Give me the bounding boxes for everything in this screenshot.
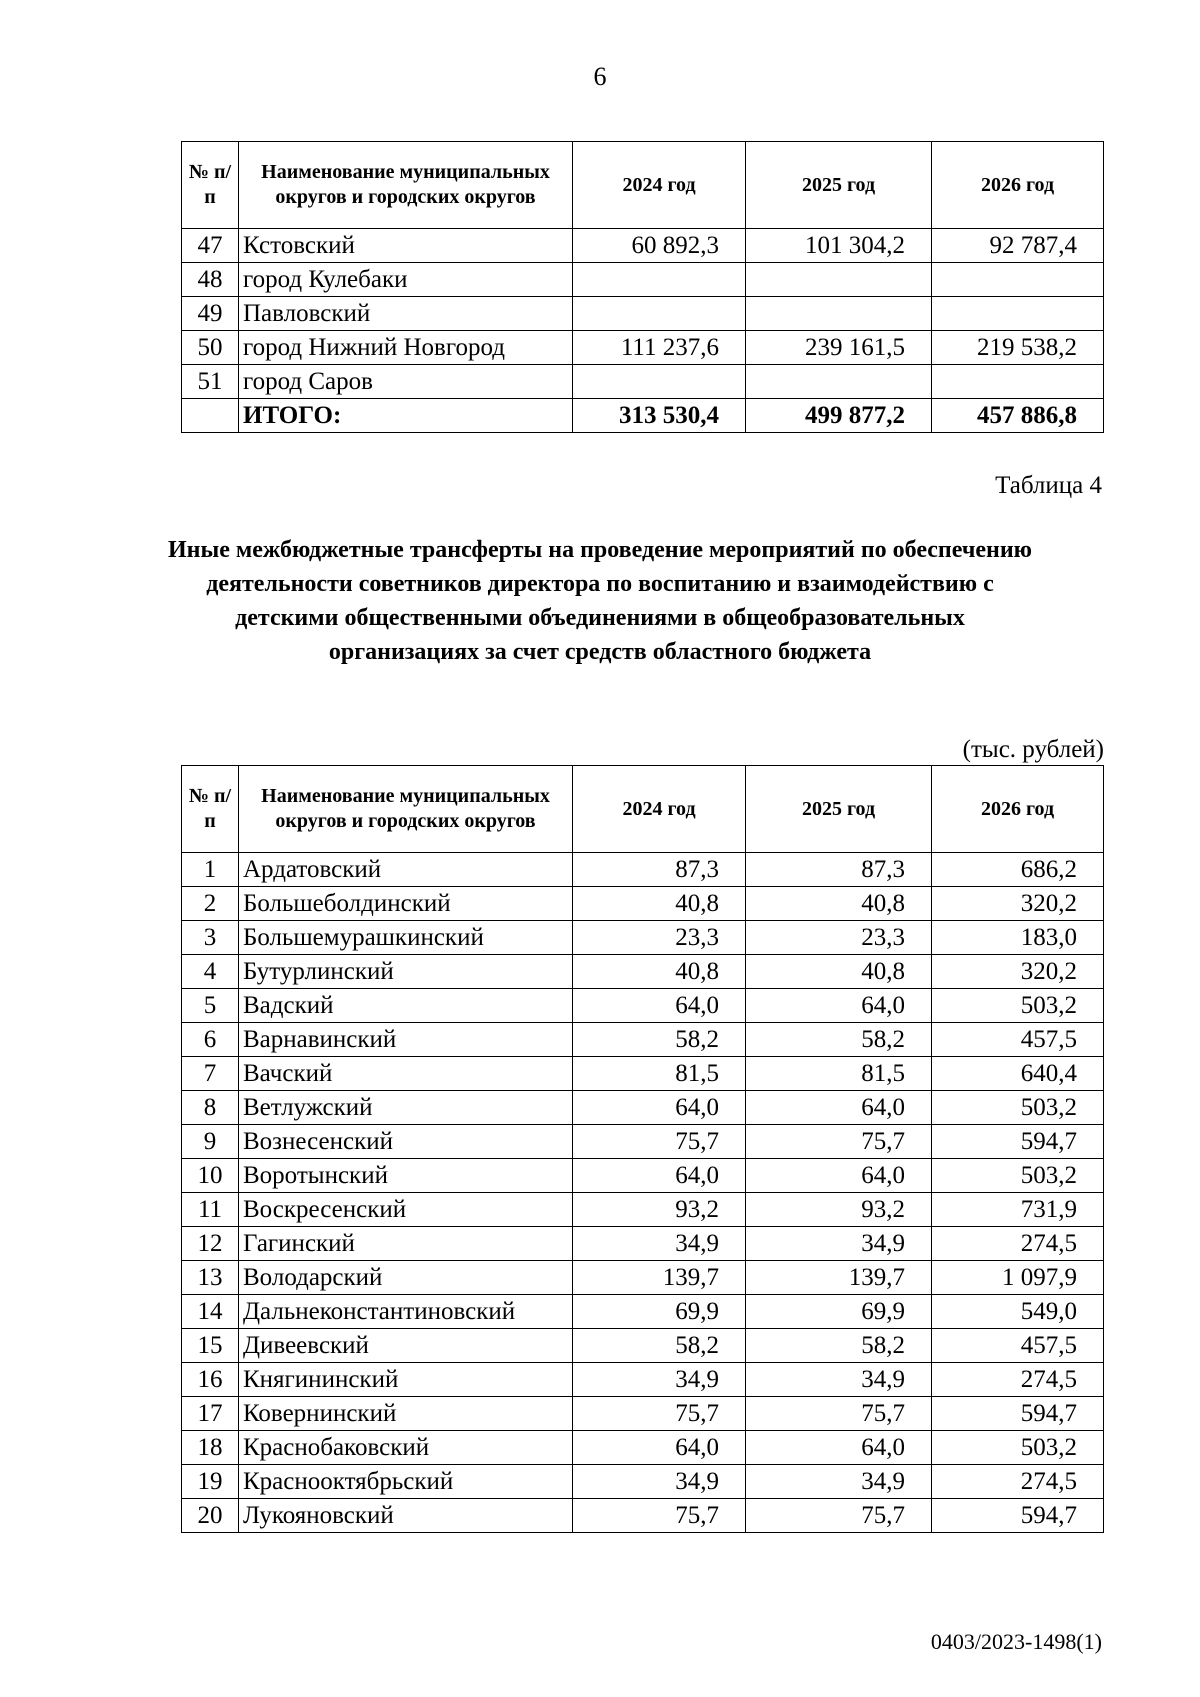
table-row bbox=[182, 989, 1104, 1023]
value-2025 bbox=[746, 297, 932, 331]
district-name: Гагинский bbox=[239, 1227, 573, 1261]
value-2025: 87,3 bbox=[746, 853, 932, 887]
table-header-row bbox=[182, 766, 1104, 853]
district-name: Бутурлинский bbox=[239, 955, 573, 989]
row-number: 9 bbox=[182, 1125, 239, 1159]
row-number: 17 bbox=[182, 1397, 239, 1431]
value-2025: 64,0 bbox=[746, 989, 932, 1023]
value-2026: 503,2 bbox=[932, 989, 1104, 1023]
value-2025: 34,9 bbox=[746, 1363, 932, 1397]
column-header-number: № п/п bbox=[182, 142, 239, 229]
district-name: Краснооктябрьский bbox=[239, 1465, 573, 1499]
district-name: Вачский bbox=[239, 1057, 573, 1091]
district-name: Лукояновский bbox=[239, 1499, 573, 1533]
value-2024: 139,7 bbox=[573, 1261, 746, 1295]
value-2024: 81,5 bbox=[573, 1057, 746, 1091]
column-header-number: № п/п bbox=[182, 766, 239, 853]
value-2024: 40,8 bbox=[573, 955, 746, 989]
value-2026: 274,5 bbox=[932, 1363, 1104, 1397]
column-header-2025: 2025 год bbox=[746, 766, 932, 853]
value-2024: 34,9 bbox=[573, 1465, 746, 1499]
value-2024: 34,9 bbox=[573, 1363, 746, 1397]
value-2024: 58,2 bbox=[573, 1023, 746, 1057]
value-2024: 75,7 bbox=[573, 1397, 746, 1431]
total-2024: 313 530,4 bbox=[573, 399, 746, 433]
value-2024: 64,0 bbox=[573, 1159, 746, 1193]
value-2025: 239 161,5 bbox=[746, 331, 932, 365]
value-2026: 686,2 bbox=[932, 853, 1104, 887]
value-2025: 75,7 bbox=[746, 1125, 932, 1159]
district-name: Ветлужский bbox=[239, 1091, 573, 1125]
table-row bbox=[182, 229, 1104, 263]
column-header-name: Наименование муниципальных округов и городских округов bbox=[239, 766, 573, 853]
value-2025 bbox=[746, 263, 932, 297]
total-2026: 457 886,8 bbox=[932, 399, 1104, 433]
district-name: Воскресенский bbox=[239, 1193, 573, 1227]
units-label: (тыс. рублей) bbox=[962, 736, 1104, 763]
advisors-transfers-table bbox=[181, 765, 1104, 1533]
table-row bbox=[182, 853, 1104, 887]
table-row bbox=[182, 1261, 1104, 1295]
district-name: Большемурашкинский bbox=[239, 921, 573, 955]
table-row bbox=[182, 1295, 1104, 1329]
district-name: Ковернинский bbox=[239, 1397, 573, 1431]
column-header-2024: 2024 год bbox=[573, 142, 746, 229]
total-row bbox=[182, 399, 1104, 433]
value-2026: 503,2 bbox=[932, 1159, 1104, 1193]
total-2025: 499 877,2 bbox=[746, 399, 932, 433]
value-2024: 60 892,3 bbox=[573, 229, 746, 263]
value-2025 bbox=[746, 365, 932, 399]
table-row bbox=[182, 921, 1104, 955]
table-row bbox=[182, 297, 1104, 331]
value-2024: 34,9 bbox=[573, 1227, 746, 1261]
table-row bbox=[182, 1193, 1104, 1227]
row-number: 11 bbox=[182, 1193, 239, 1227]
row-number: 3 bbox=[182, 921, 239, 955]
column-header-2025: 2025 год bbox=[746, 142, 932, 229]
row-number: 50 bbox=[182, 331, 239, 365]
value-2025: 81,5 bbox=[746, 1057, 932, 1091]
district-name: Воротынский bbox=[239, 1159, 573, 1193]
table-row bbox=[182, 331, 1104, 365]
table-body bbox=[182, 229, 1104, 399]
table-caption: Таблица 4 bbox=[995, 472, 1102, 499]
value-2025: 64,0 bbox=[746, 1431, 932, 1465]
value-2026: 594,7 bbox=[932, 1499, 1104, 1533]
table-row bbox=[182, 1091, 1104, 1125]
column-header-name: Наименование муниципальных округов и городских округов bbox=[239, 142, 573, 229]
row-number: 48 bbox=[182, 263, 239, 297]
value-2026 bbox=[932, 263, 1104, 297]
column-header-2026: 2026 год bbox=[932, 142, 1104, 229]
row-number: 10 bbox=[182, 1159, 239, 1193]
district-name: город Кулебаки bbox=[239, 263, 573, 297]
column-header-2024: 2024 год bbox=[573, 766, 746, 853]
row-number: 1 bbox=[182, 853, 239, 887]
row-number: 2 bbox=[182, 887, 239, 921]
value-2026: 457,5 bbox=[932, 1329, 1104, 1363]
district-name: Княгининский bbox=[239, 1363, 573, 1397]
value-2026: 320,2 bbox=[932, 955, 1104, 989]
row-number: 18 bbox=[182, 1431, 239, 1465]
district-name: город Саров bbox=[239, 365, 573, 399]
table-row bbox=[182, 365, 1104, 399]
district-name: город Нижний Новгород bbox=[239, 331, 573, 365]
column-header-2026: 2026 год bbox=[932, 766, 1104, 853]
total-label: ИТОГО: bbox=[239, 399, 573, 433]
table-row bbox=[182, 1159, 1104, 1193]
value-2024 bbox=[573, 263, 746, 297]
value-2024 bbox=[573, 365, 746, 399]
district-name: Кстовский bbox=[239, 229, 573, 263]
district-name: Володарский bbox=[239, 1261, 573, 1295]
value-2025: 93,2 bbox=[746, 1193, 932, 1227]
row-number: 19 bbox=[182, 1465, 239, 1499]
value-2025: 101 304,2 bbox=[746, 229, 932, 263]
value-2026 bbox=[932, 297, 1104, 331]
page-number: 6 bbox=[593, 62, 607, 91]
row-number: 4 bbox=[182, 955, 239, 989]
total-number-cell bbox=[182, 399, 239, 433]
district-name: Большеболдинский bbox=[239, 887, 573, 921]
row-number: 51 bbox=[182, 365, 239, 399]
value-2025: 40,8 bbox=[746, 955, 932, 989]
value-2026: 731,9 bbox=[932, 1193, 1104, 1227]
district-name: Ардатовский bbox=[239, 853, 573, 887]
value-2024: 75,7 bbox=[573, 1499, 746, 1533]
value-2026: 274,5 bbox=[932, 1465, 1104, 1499]
district-name: Вадский bbox=[239, 989, 573, 1023]
value-2026: 1 097,9 bbox=[932, 1261, 1104, 1295]
row-number: 49 bbox=[182, 297, 239, 331]
row-number: 20 bbox=[182, 1499, 239, 1533]
table-row bbox=[182, 1023, 1104, 1057]
value-2025: 64,0 bbox=[746, 1159, 932, 1193]
value-2026: 92 787,4 bbox=[932, 229, 1104, 263]
value-2025: 75,7 bbox=[746, 1499, 932, 1533]
value-2024 bbox=[573, 297, 746, 331]
value-2024: 64,0 bbox=[573, 1091, 746, 1125]
table-row bbox=[182, 1363, 1104, 1397]
table-header-row bbox=[182, 142, 1104, 229]
table-row bbox=[182, 955, 1104, 989]
value-2024: 87,3 bbox=[573, 853, 746, 887]
table-row bbox=[182, 1397, 1104, 1431]
row-number: 12 bbox=[182, 1227, 239, 1261]
row-number: 47 bbox=[182, 229, 239, 263]
table-row bbox=[182, 1431, 1104, 1465]
district-name: Вознесенский bbox=[239, 1125, 573, 1159]
value-2025: 23,3 bbox=[746, 921, 932, 955]
value-2025: 64,0 bbox=[746, 1091, 932, 1125]
table-row bbox=[182, 887, 1104, 921]
table-row bbox=[182, 1125, 1104, 1159]
value-2024: 64,0 bbox=[573, 989, 746, 1023]
district-name: Дивеевский bbox=[239, 1329, 573, 1363]
value-2025: 40,8 bbox=[746, 887, 932, 921]
value-2026: 549,0 bbox=[932, 1295, 1104, 1329]
table-row bbox=[182, 1499, 1104, 1533]
document-code: 0403/2023-1498(1) bbox=[930, 1629, 1102, 1654]
value-2026: 219 538,2 bbox=[932, 331, 1104, 365]
table-body bbox=[182, 853, 1104, 1533]
value-2026: 183,0 bbox=[932, 921, 1104, 955]
row-number: 14 bbox=[182, 1295, 239, 1329]
table-row bbox=[182, 1057, 1104, 1091]
row-number: 7 bbox=[182, 1057, 239, 1091]
value-2026: 640,4 bbox=[932, 1057, 1104, 1091]
value-2025: 34,9 bbox=[746, 1227, 932, 1261]
value-2026: 457,5 bbox=[932, 1023, 1104, 1057]
value-2024: 75,7 bbox=[573, 1125, 746, 1159]
district-name: Павловский bbox=[239, 297, 573, 331]
transfers-table-continued bbox=[181, 141, 1104, 433]
district-name: Дальнеконстантиновский bbox=[239, 1295, 573, 1329]
value-2025: 139,7 bbox=[746, 1261, 932, 1295]
value-2025: 75,7 bbox=[746, 1397, 932, 1431]
value-2026: 274,5 bbox=[932, 1227, 1104, 1261]
value-2026 bbox=[932, 365, 1104, 399]
value-2024: 111 237,6 bbox=[573, 331, 746, 365]
value-2024: 69,9 bbox=[573, 1295, 746, 1329]
row-number: 8 bbox=[182, 1091, 239, 1125]
row-number: 5 bbox=[182, 989, 239, 1023]
value-2024: 58,2 bbox=[573, 1329, 746, 1363]
value-2026: 594,7 bbox=[932, 1125, 1104, 1159]
value-2026: 503,2 bbox=[932, 1431, 1104, 1465]
value-2026: 503,2 bbox=[932, 1091, 1104, 1125]
row-number: 16 bbox=[182, 1363, 239, 1397]
value-2024: 23,3 bbox=[573, 921, 746, 955]
value-2026: 594,7 bbox=[932, 1397, 1104, 1431]
row-number: 6 bbox=[182, 1023, 239, 1057]
value-2025: 58,2 bbox=[746, 1329, 932, 1363]
table-row bbox=[182, 1227, 1104, 1261]
table-title: Иные межбюджетные трансферты на проведение мероприятий по обеспечению деятельности советников директора по воспитанию и взаимодействию с детскими общественными объединениями в общеобразовательных организациях за счет средств областного бюджета bbox=[168, 537, 1032, 665]
value-2024: 40,8 bbox=[573, 887, 746, 921]
value-2024: 93,2 bbox=[573, 1193, 746, 1227]
district-name: Краснобаковский bbox=[239, 1431, 573, 1465]
value-2025: 69,9 bbox=[746, 1295, 932, 1329]
value-2025: 34,9 bbox=[746, 1465, 932, 1499]
value-2026: 320,2 bbox=[932, 887, 1104, 921]
table-row bbox=[182, 1329, 1104, 1363]
table-row bbox=[182, 263, 1104, 297]
row-number: 13 bbox=[182, 1261, 239, 1295]
value-2024: 64,0 bbox=[573, 1431, 746, 1465]
table-row bbox=[182, 1465, 1104, 1499]
district-name: Варнавинский bbox=[239, 1023, 573, 1057]
value-2025: 58,2 bbox=[746, 1023, 932, 1057]
row-number: 15 bbox=[182, 1329, 239, 1363]
